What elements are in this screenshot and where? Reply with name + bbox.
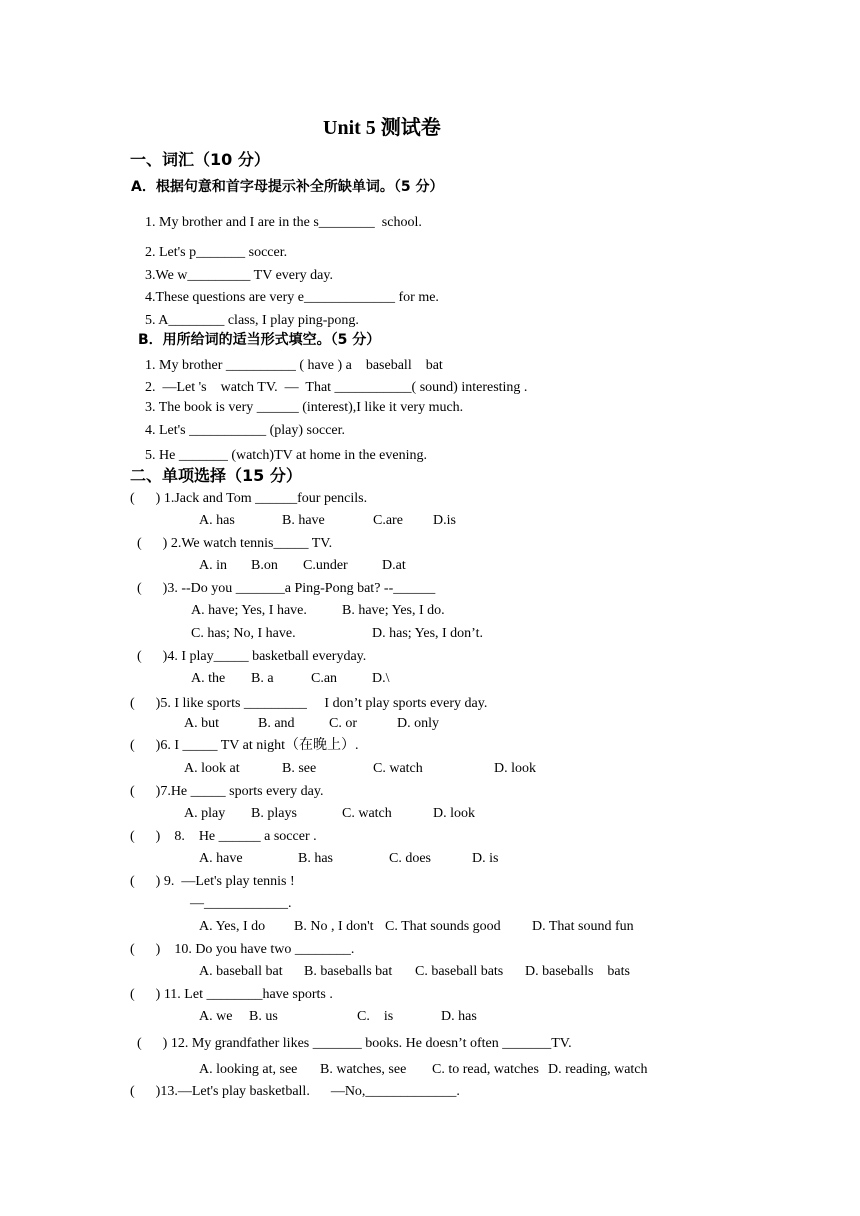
option: A. look at xyxy=(184,761,240,776)
option: D.at xyxy=(382,558,406,573)
option: C.an xyxy=(311,671,338,686)
option: C. is xyxy=(357,1009,394,1024)
option: C. baseball bats xyxy=(415,964,504,979)
option: C. has; No, I have. xyxy=(191,626,296,641)
part-b-item: 4. Let's ___________ (play) soccer. xyxy=(145,423,346,438)
option: B. us xyxy=(249,1009,278,1024)
option: B. baseballs bat xyxy=(304,964,393,979)
option: C. to read, watches xyxy=(432,1062,539,1077)
part-a-item: 5. A________ class, I play ping-pong. xyxy=(145,313,359,328)
question: ( ) 11. Let ________have sports . xyxy=(130,987,333,1002)
question-response: —____________. xyxy=(190,896,292,911)
option: B. No , I don't xyxy=(294,919,374,934)
option: B. have; Yes, I do. xyxy=(342,603,445,618)
option: D. look xyxy=(433,806,475,821)
option: B. a xyxy=(251,671,274,686)
option: A. the xyxy=(191,671,226,686)
question: ( )13.—Let's play basketball. —No,_____________. xyxy=(130,1084,460,1099)
question: ( )3. --Do you _______a Ping-Pong bat? --______ xyxy=(137,581,436,596)
option: B.on xyxy=(251,558,278,573)
option: B. has xyxy=(298,851,333,866)
option: A. have xyxy=(199,851,243,866)
option: A. baseball bat xyxy=(199,964,283,979)
option: D. has; Yes, I don’t. xyxy=(372,626,483,641)
option: B. see xyxy=(282,761,317,776)
section-heading-multiple-choice: 二、单项选择（15 分） xyxy=(130,466,302,485)
option: B. watches, see xyxy=(320,1062,407,1077)
part-b-item: 1. My brother __________ ( have ) a baseball bat xyxy=(145,358,443,373)
part-b-item: 5. He _______ (watch)TV at home in the evening. xyxy=(145,448,428,463)
option: C.under xyxy=(303,558,348,573)
question: ( ) 8. He ______ a soccer . xyxy=(130,829,317,844)
option: A. has xyxy=(199,513,235,528)
option: A. Yes, I do xyxy=(199,919,266,934)
option: A. looking at, see xyxy=(199,1062,298,1077)
question: ( )5. I like sports _________ I don’t play sports every day. xyxy=(130,696,488,711)
option: D. only xyxy=(397,716,439,731)
title: Unit 5 测试卷 xyxy=(323,117,441,139)
part-a-item: 2. Let's p_______ soccer. xyxy=(145,245,288,260)
option: D.\ xyxy=(372,671,390,686)
question: ( ) 1.Jack and Tom ______four pencils. xyxy=(130,491,368,506)
question: ( ) 2.We watch tennis_____ TV. xyxy=(137,536,333,551)
part-b-heading: B．用所给词的适当形式填空。（5 分） xyxy=(138,332,381,348)
section-heading-vocabulary: 一、词汇（10 分） xyxy=(130,150,270,169)
option: B. plays xyxy=(251,806,297,821)
option: C. That sounds good xyxy=(385,919,501,934)
option: D.is xyxy=(433,513,456,528)
option: C.are xyxy=(373,513,403,528)
part-a-item: 3.We w_________ TV every day. xyxy=(145,268,333,283)
option: A. play xyxy=(184,806,226,821)
question: ( ) 10. Do you have two ________. xyxy=(130,942,355,957)
option: D. look xyxy=(494,761,536,776)
option: D. is xyxy=(472,851,499,866)
option: D. has xyxy=(441,1009,477,1024)
option: A. in xyxy=(199,558,227,573)
option: A. have; Yes, I have. xyxy=(191,603,307,618)
question: ( )6. I _____ TV at night（在晚上）. xyxy=(130,738,359,753)
question: ( )7.He _____ sports every day. xyxy=(130,784,324,799)
part-a-item: 4.These questions are very e_____________ for me. xyxy=(145,290,439,305)
option: A. but xyxy=(184,716,219,731)
option: D. baseballs bats xyxy=(525,964,630,979)
part-b-item: 3. The book is very ______ (interest),I like it very much. xyxy=(145,400,464,415)
question: ( )4. I play_____ basketball everyday. xyxy=(137,649,367,664)
option: C. or xyxy=(329,716,357,731)
question: ( ) 9. —Let's play tennis ! xyxy=(130,874,295,889)
option: C. watch xyxy=(342,806,392,821)
question: ( ) 12. My grandfather likes _______ books. He doesn’t often _______TV. xyxy=(137,1036,572,1051)
option: B. and xyxy=(258,716,295,731)
part-a-item: 1. My brother and I are in the s________ school. xyxy=(145,215,422,230)
option: B. have xyxy=(282,513,325,528)
part-a-heading: A．根据句意和首字母提示补全所缺单词。（5 分） xyxy=(131,179,444,195)
option: D. reading, watch xyxy=(548,1062,648,1077)
option: D. That sound fun xyxy=(532,919,634,934)
part-b-item: 2. —Let 's watch TV. — That ___________( sound) interesting . xyxy=(145,380,528,395)
option: A. we xyxy=(199,1009,233,1024)
option: C. watch xyxy=(373,761,423,776)
option: C. does xyxy=(389,851,431,866)
